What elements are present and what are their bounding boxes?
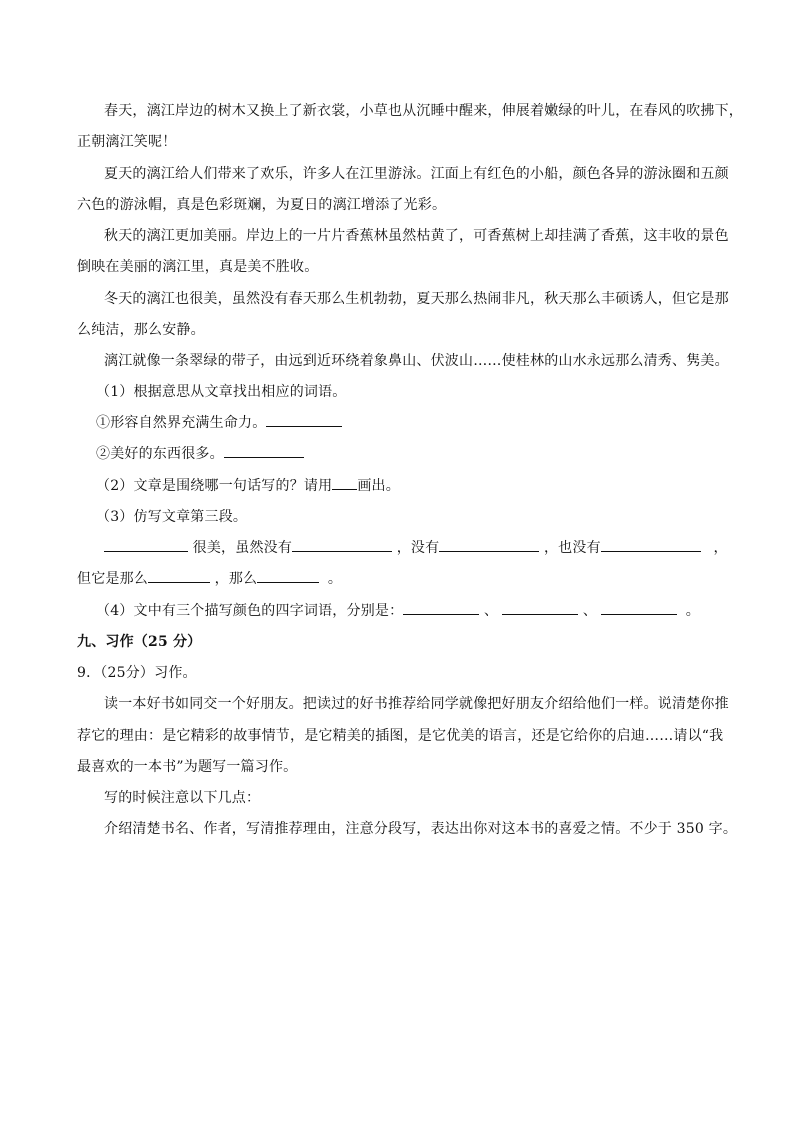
section-item: 9．（25分）习作。	[77, 665, 197, 681]
question-2	[96, 471, 400, 502]
q4-text: （4）文中有三个描写颜色的四字词语，分别是：	[96, 603, 404, 619]
passage-autumn-line2: 倒映在美丽的漓江里，真是美不胜收。	[77, 259, 319, 275]
answer-blank[interactable]	[601, 598, 677, 615]
q3-text-e: 但它是那么	[77, 571, 148, 587]
question-3-line2	[77, 564, 342, 595]
q4-sep2: 、	[582, 603, 598, 619]
passage-winter-line2: 么纯洁，那么安静。	[77, 322, 205, 338]
answer-blank[interactable]	[224, 441, 304, 458]
writing-notes-detail: 介绍清楚书名、作者，写清推荐理由，注意分段写，表达出你对这本书的喜爱之情。不少于 350 字。	[104, 821, 738, 837]
question-1: （1）根据意思从文章找出相应的词语。	[96, 384, 347, 400]
writing-prompt-line2: 荐它的理由：是它精彩的故事情节，是它精美的插图，是它优美的语言，还是它给你的启迪……请以“我	[77, 728, 724, 744]
q3-text-g: 。	[327, 571, 343, 587]
answer-blank[interactable]	[332, 473, 357, 490]
writing-prompt-line3: 最喜欢的一本书”为题写一篇习作。	[77, 759, 298, 775]
q3-text-f: ，那么	[214, 571, 258, 587]
answer-blank[interactable]	[292, 535, 392, 552]
writing-notes-heading: 写的时候注意以下几点：	[104, 790, 261, 806]
answer-blank[interactable]	[148, 566, 210, 583]
q4-sep1: 、	[483, 603, 499, 619]
passage-spring-line2: 正朝漓江笑呢！	[77, 134, 177, 150]
passage-spring-line1: 春天，漓江岸边的树木又换上了新衣裳，小草也从沉睡中醒来，伸展着嫩绿的叶儿，在春风的吹拂下，	[104, 103, 743, 119]
q3-text-c: ，也没有	[543, 540, 601, 556]
section-heading: 九、习作（25 分）	[77, 634, 202, 650]
question-1b-text: ②美好的东西很多。	[96, 446, 224, 462]
passage-summer-line1: 夏天的漓江给人们带来了欢乐，许多人在江里游泳。江面上有红色的小船，颜色各异的游泳圈和五颜	[104, 166, 729, 182]
passage-summer-line2: 六色的游泳帽，真是色彩斑斓，为夏日的漓江增添了光彩。	[77, 197, 447, 213]
q3-text-b: ，没有	[396, 540, 440, 556]
question-2-text-post: 画出。	[357, 478, 400, 494]
answer-blank[interactable]	[403, 598, 479, 615]
answer-blank[interactable]	[502, 598, 578, 615]
answer-blank[interactable]	[601, 535, 701, 552]
question-3: （3）仿写文章第三段。	[96, 509, 248, 525]
question-1a-text: ①形容自然界充满生命力。	[96, 415, 267, 431]
question-3-line1	[104, 533, 728, 564]
passage-closing: 漓江就像一条翠绿的带子，由远到近环绕着象鼻山、伏波山……使桂林的山水永远那么清秀、隽美。	[104, 353, 729, 369]
answer-blank[interactable]	[266, 410, 342, 427]
question-4	[96, 596, 700, 627]
answer-blank[interactable]	[104, 535, 188, 552]
q3-text-a: 很美，虽然没有	[192, 540, 293, 556]
writing-prompt-line1: 读一本好书如同交一个好朋友。把读过的好书推荐给同学就像把好朋友介绍给他们一样。说清楚你推	[104, 696, 729, 712]
question-1b	[96, 439, 304, 470]
q4-end: 。	[685, 603, 700, 619]
q3-text-d: ，	[713, 540, 728, 556]
passage-winter-line1: 冬天的漓江也很美，虽然没有春天那么生机勃勃，夏天那么热闹非凡，秋天那么丰硕诱人，但它是那	[104, 291, 729, 307]
passage-autumn-line1: 秋天的漓江更加美丽。岸边上的一片片香蕉林虽然枯黄了，可香蕉树上却挂满了香蕉，这丰收的景色	[104, 228, 729, 244]
question-2-text-pre: （2）文章是围绕哪一句话写的？请用	[96, 478, 333, 494]
answer-blank[interactable]	[257, 566, 319, 583]
question-1a	[96, 408, 342, 439]
answer-blank[interactable]	[439, 535, 539, 552]
